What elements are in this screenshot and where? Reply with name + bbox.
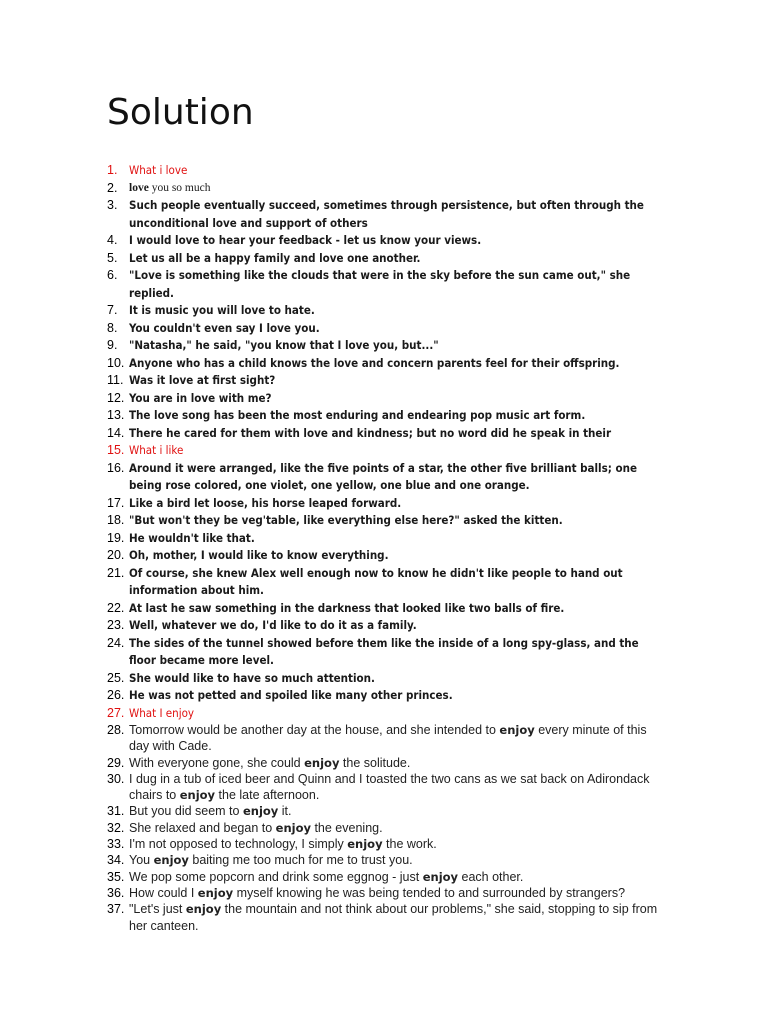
list-item-text: What I enjoy [129, 705, 195, 720]
text-segment: But you did seem to [129, 804, 243, 819]
list-item-number: 26. [107, 688, 125, 702]
list-item-text: You are in love with me? [129, 390, 272, 405]
list-item-text: You couldn't even say I love you. [129, 320, 320, 335]
list-item-text: He was not petted and spoiled like many other princes. [129, 688, 453, 702]
list-item-text: I would love to hear your feedback - let us know your views. [129, 233, 482, 247]
list-item-text: "Natasha," he said, "you know that I love you, but..." [129, 338, 439, 352]
list-item-text [129, 722, 667, 755]
text-segment: it. [278, 804, 292, 819]
text-segment: the solitude. [339, 755, 411, 770]
text-segment: I dug in a tub of iced beer and Quinn and I toasted the two cans as we sat back on Adirondack chairs to [129, 771, 650, 803]
list-item [107, 372, 667, 390]
list-item-number: 36. [107, 885, 125, 900]
text-segment: How could I [129, 885, 198, 900]
list-item-number: 7. [107, 303, 118, 317]
list-item-text: Well, whatever we do, I'd like to do it as a family. [129, 618, 417, 632]
list-item-number: 15. [107, 443, 125, 457]
list-item [107, 197, 667, 232]
list-item-number: 16. [107, 460, 125, 475]
list-item [107, 617, 667, 635]
list-item-number: 6. [107, 268, 118, 282]
list-item [107, 180, 667, 198]
list-item-number: 14. [107, 425, 125, 440]
text-segment: you so much [148, 181, 211, 194]
text-segment: the evening. [310, 820, 383, 835]
list-item [107, 302, 667, 320]
text-segment: each other. [458, 869, 524, 884]
list-item [107, 337, 667, 355]
list-item-number: 32. [107, 820, 125, 835]
text-segment: myself knowing he was being tended to and surrounded by strangers? [233, 885, 626, 900]
list-item [107, 232, 667, 250]
text-segment: the work. [382, 837, 437, 852]
list-item-number: 29. [107, 755, 125, 770]
list-item [107, 705, 667, 723]
list-item-text: Anyone who has a child knows the love and concern parents feel for their offspring. [129, 355, 620, 370]
list-item-number: 13. [107, 408, 125, 422]
list-item [107, 495, 667, 513]
highlight-word: enjoy [499, 723, 535, 737]
list-item [107, 565, 667, 600]
list-item-text: She would like to have so much attention. [129, 670, 375, 685]
list-item-text: There he cared for them with love and kindness; but no word did he speak in their [129, 425, 612, 440]
list-item [107, 600, 667, 618]
text-segment: "Let's just [129, 902, 186, 917]
list-item-number: 30. [107, 771, 125, 786]
list-item [107, 512, 667, 530]
list-item [107, 460, 667, 495]
text-segment: baiting me too much for me to trust you. [188, 853, 413, 868]
list-item [107, 267, 667, 302]
list-item [107, 547, 667, 565]
list-item [107, 771, 667, 804]
list-item-number: 37. [107, 902, 125, 917]
highlight-word: enjoy [347, 837, 383, 852]
list-item [107, 803, 667, 819]
list-item [107, 320, 667, 338]
list-item-text [129, 755, 667, 771]
list-item-text: At last he saw something in the darkness that looked like two balls of fire. [129, 600, 565, 615]
list-item-number: 22. [107, 600, 125, 615]
text-segment: We pop some popcorn and drink some eggnog - just [129, 869, 423, 884]
highlight-word: love [129, 181, 149, 194]
highlight-word: enjoy [197, 885, 234, 900]
list-item-text [129, 852, 667, 868]
list-item-text: Oh, mother, I would like to know everything. [129, 548, 389, 562]
list-item [107, 442, 667, 460]
text-segment: She relaxed and began to [129, 820, 276, 835]
list-item [107, 162, 667, 180]
list-item-number: 4. [107, 233, 118, 247]
list-item-number: 31. [107, 804, 125, 819]
text-segment: With everyone gone, she could [129, 755, 305, 770]
list-item-text: It is music you will love to hate. [129, 303, 315, 317]
list-item-number: 5. [107, 250, 118, 265]
text-segment: I'm not opposed to technology, I simply [129, 837, 348, 852]
list-item-number: 8. [107, 320, 118, 335]
list-item-text: "But won't they be veg'table, like everything else here?" asked the kitten. [129, 513, 563, 527]
list-item-text: "Love is something like the clouds that were in the sky before the sun came out," she replied. [129, 268, 631, 300]
list-item-number: 11. [107, 373, 124, 387]
highlight-word: enjoy [185, 902, 222, 917]
list-item-text: What i like [129, 443, 184, 457]
list-item-number: 1. [107, 163, 118, 177]
list-item-number: 21. [107, 565, 125, 580]
list-item [107, 820, 667, 836]
list-item [107, 530, 667, 548]
highlight-word: enjoy [242, 804, 279, 819]
list-item [107, 425, 667, 443]
list-item-number: 23. [107, 618, 125, 632]
list-item-number: 17. [107, 495, 125, 510]
list-item [107, 670, 667, 688]
text-segment: the mountain and not think about our problems," she said, stopping to sip from her canteen. [129, 902, 658, 933]
list-item [107, 250, 667, 268]
list-item-number: 12. [107, 390, 125, 405]
list-item-text [129, 885, 667, 901]
list-item-text: Such people eventually succeed, sometimes through persistence, but often through the unconditional love and support of others [129, 198, 644, 230]
text-segment: You [129, 853, 154, 868]
list-item-text [129, 820, 667, 836]
list-item [107, 852, 667, 868]
list-item-number: 19. [107, 530, 125, 545]
list-item-number: 33. [107, 837, 125, 852]
sentence-list [107, 162, 667, 934]
list-item-text: Around it were arranged, like the five points of a star, the other five brilliant balls; one being rose colored, one violet, one yellow, one blue and one orange. [129, 460, 637, 492]
list-item-text: The love song has been the most enduring and endearing pop music art form. [129, 408, 586, 422]
list-item-text [129, 771, 667, 804]
list-item [107, 635, 667, 670]
highlight-word: enjoy [179, 788, 216, 803]
list-item-text: The sides of the tunnel showed before them like the inside of a long spy-glass, and the floor became more level. [129, 635, 639, 667]
list-item-number: 20. [107, 548, 125, 562]
list-item [107, 869, 667, 885]
list-item-text [129, 180, 667, 198]
list-item-text: Let us all be a happy family and love one another. [129, 250, 421, 265]
list-item-number: 34. [107, 853, 125, 868]
text-segment: the late afternoon. [215, 788, 320, 803]
highlight-word: enjoy [153, 853, 189, 868]
list-item-number: 25. [107, 670, 125, 685]
list-item-text [129, 901, 667, 934]
list-item-number: 27. [107, 705, 125, 720]
list-item [107, 836, 667, 852]
list-item-number: 9. [107, 338, 118, 352]
list-item-text [129, 836, 667, 852]
list-item [107, 390, 667, 408]
highlight-word: enjoy [304, 755, 340, 770]
list-item-number: 24. [107, 635, 125, 650]
list-item-text [129, 869, 667, 885]
list-item [107, 755, 667, 771]
list-item-number: 18. [107, 513, 125, 527]
list-item [107, 407, 667, 425]
list-item-text: He wouldn't like that. [129, 530, 255, 545]
list-item-text: Like a bird let loose, his horse leaped forward. [129, 495, 402, 510]
list-item-text: Was it love at first sight? [129, 373, 276, 387]
list-item-text [129, 803, 667, 819]
text-segment: Tomorrow would be another day at the house, and she intended to [129, 723, 500, 737]
list-item-text: What i love [129, 163, 188, 177]
list-item [107, 722, 667, 755]
list-item-text: Of course, she knew Alex well enough now to know he didn't like people to hand out information about him. [129, 565, 623, 597]
highlight-word: enjoy [422, 869, 459, 884]
list-item-number: 35. [107, 869, 125, 884]
list-item-number: 28. [107, 723, 125, 737]
highlight-word: enjoy [275, 820, 311, 835]
list-item-number: 10. [107, 355, 125, 370]
text-segment: every minute of this day with Cade. [129, 723, 647, 754]
list-item [107, 885, 667, 901]
list-item-number: 3. [107, 198, 118, 212]
list-item-number: 2. [107, 180, 118, 195]
list-item [107, 687, 667, 705]
page-title: Solution [107, 92, 254, 133]
list-item [107, 355, 667, 373]
list-item [107, 901, 667, 934]
